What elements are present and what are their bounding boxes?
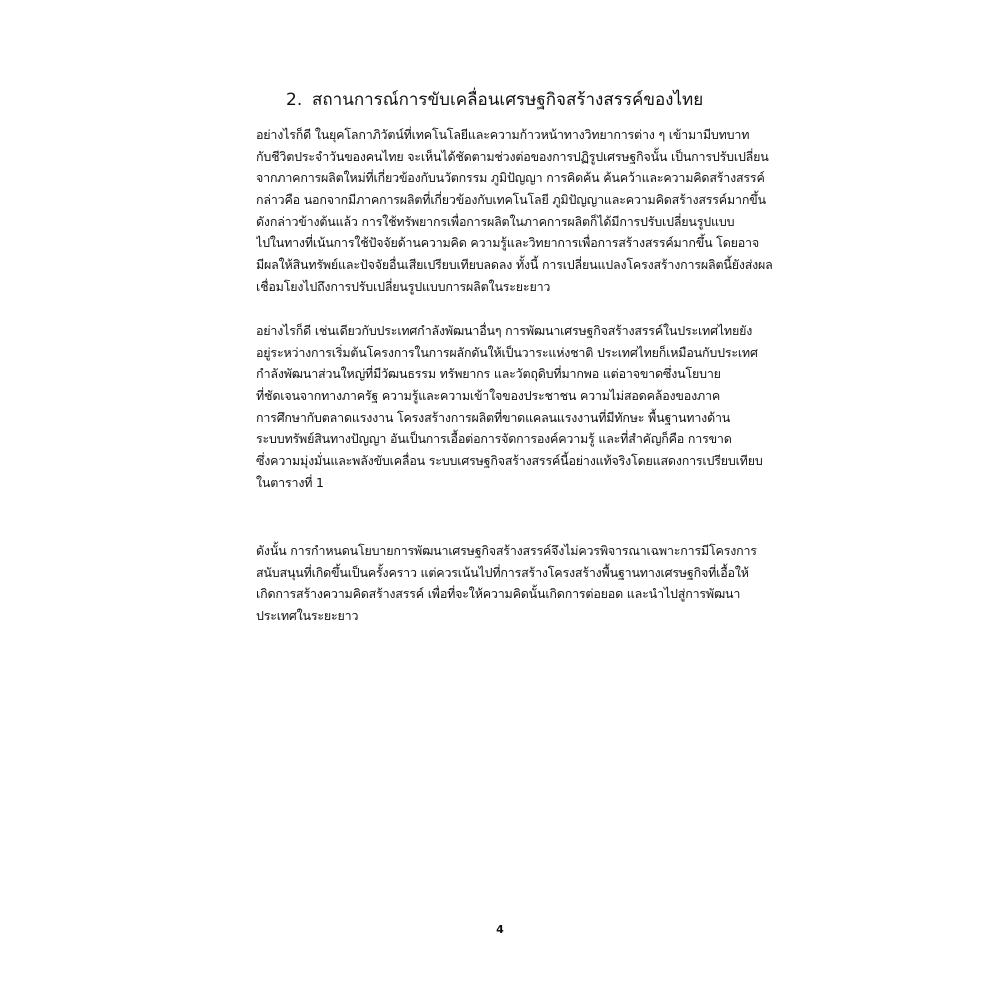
paragraph-line: ระบบทรัพย์สินทางปัญญา อันเป็นการเอื้อต่อการจัดการองค์ความรู้ และที่สำคัญก็คือ การขาด [256,431,732,447]
paragraph-2 [256,320,796,494]
paragraph-line: ที่ชัดเจนจากทางภาครัฐ ความรู้และความเข้าใจของประชาชน ความไม่สอดคล้องของภาค [256,388,721,404]
paragraph-line: ดังนั้น การกำหนดนโยบายการพัฒนาเศรษฐกิจสร้างสรรค์จึงไม่ควรพิจารณาเฉพาะการมีโครงการ [256,543,757,558]
paragraph-line: ประเทศในระยะยาว [256,608,359,624]
paragraph-3 [256,540,796,627]
paragraph-line: อยู่ระหว่างการเริ่มต้นโครงการในการผลักดันให้เป็นวาระแห่งชาติ ประเทศไทยก็เหมือนกับประเทศ [256,344,758,360]
paragraph-line: กำลังพัฒนาส่วนใหญ่ที่มีวัฒนธรรม ทรัพยากร และวัตถุดิบที่มากพอ แต่อาจขาดซึ่งนโยบาย [256,366,721,382]
paragraph-line: อย่างไรก็ดี เช่นเดียวกับประเทศกำลังพัฒนาอื่นๆ การพัฒนาเศรษฐกิจสร้างสรรค์ในประเทศไทยยัง [256,323,753,338]
section-heading [286,88,806,112]
paragraph-line: กล่าวคือ นอกจากมีภาคการผลิตที่เกี่ยวข้องกับเทคโนโลยี ภูมิปัญญาและความคิดสร้างสรรค์มากขึ้น [256,192,766,208]
paragraph-line: ในตารางที่ 1 [256,474,324,490]
paragraph-line: อย่างไรก็ดี ในยุคโลกาภิวัตน์ที่เทคโนโลยีและความก้าวหน้าทางวิทยาการต่าง ๆ เข้ามามีบทบาท [256,127,750,142]
section-title: สถานการณ์การขับเคลื่อนเศรษฐกิจสร้างสรรค์ของไทย [312,90,704,110]
paragraph-line: ไปในทางที่เน้นการใช้ปัจจัยด้านความคิด ความรู้และวิทยาการเพื่อการสร้างสรรค์มากขึ้น โดยอาจ [256,235,759,251]
paragraph-line: มีผลให้สินทรัพย์และปัจจัยอื่นเสียเปรียบเทียบลดลง ทั้งนี้ การเปลี่ยนแปลงโครงสร้างการผลิตนี้ยังส่งผล [256,257,773,273]
paragraph-1 [256,124,796,298]
paragraph-line: จากภาคการผลิตใหม่ที่เกี่ยวข้องกับนวัตกรรม ภูมิปัญญา การคิดค้น ค้นคว้าและความคิดสร้างสรรค์ [256,170,765,186]
paragraph-line: ซึ่งความมุ่งมั่นและพลังขับเคลื่อน ระบบเศรษฐกิจสร้างสรรค์นี้อย่างแท้จริงโดยแสดงการเปรียบเทียบ [256,453,763,469]
page-number: 4 [496,923,504,936]
paragraph-line: กับชีวิตประจำวันของคนไทย จะเห็นได้ชัดตามช่วงต่อของการปฏิรูปเศรษฐกิจนั้น เป็นการปรับเปลี่ยน [256,148,769,164]
paragraph-line: เกิดการสร้างความคิดสร้างสรรค์ เพื่อที่จะให้ความคิดนั้นเกิดการต่อยอด และนำไปสู่การพัฒนา [256,586,741,602]
paragraph-line: สนับสนุนที่เกิดขึ้นเป็นครั้งคราว แต่ควรเน้นไปที่การสร้างโครงสร้างพื้นฐานทางเศรษฐกิจที่เอื้อให้ [256,564,749,580]
section-number: 2. [286,90,303,110]
paragraph-line: การศึกษากับตลาดแรงงาน โครงสร้างการผลิตที่ขาดแคลนแรงงานที่มีทักษะ พื้นฐานทางด้าน [256,409,731,425]
paragraph-line: ดังกล่าวข้างต้นแล้ว การใช้ทรัพยากรเพื่อการผลิตในภาคการผลิตก็ได้มีการปรับเปลี่ยนรูปแบบ [256,213,735,229]
paragraph-line: เชื่อมโยงไปถึงการปรับเปลี่ยนรูปแบบการผลิตในระยะยาว [256,278,551,294]
